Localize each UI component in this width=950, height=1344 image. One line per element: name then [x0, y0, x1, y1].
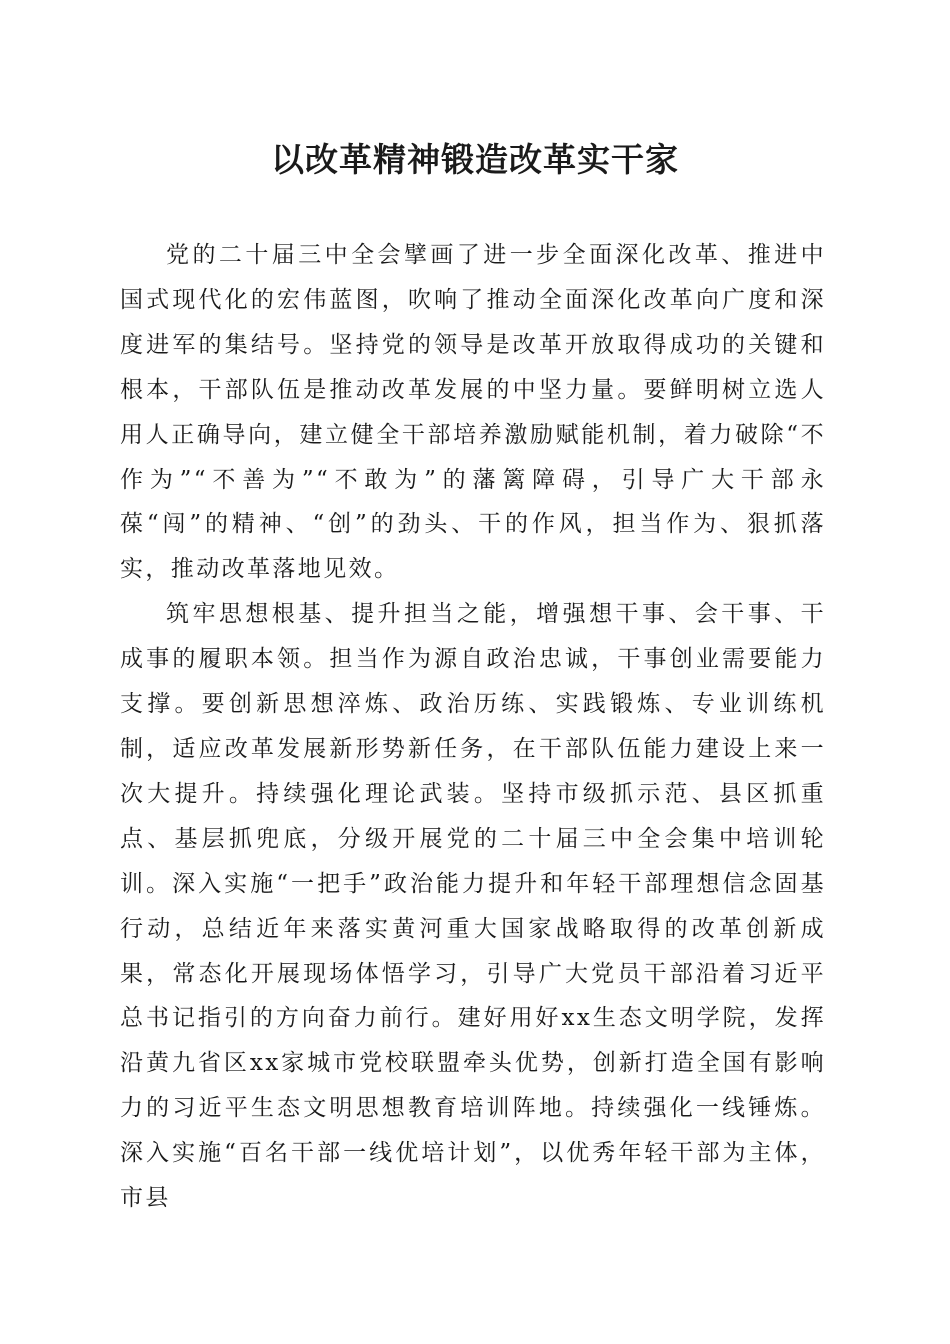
document-body	[120, 233, 826, 1221]
paragraph-1: 党的二十届三中全会擘画了进一步全面深化改革、推进中国式现代化的宏伟蓝图，吹响了推动全面深化改革向广度和深度进军的集结号。坚持党的领导是改革开放取得成功的关键和根本，干部队伍是推动改革发展的中坚力量。要鲜明树立选人用人正确导向，建立健全干部培养激励赋能机制，着力破除“不作为”“不善为”“不敢为”的藩篱障碍，引导广大干部永葆“闯”的精神、“创”的劲头、干的作风，担当作为、狠抓落实，推动改革落地见效。	[120, 242, 826, 583]
document-title: 以改革精神锻造改革实干家	[271, 140, 679, 179]
paragraph-2: 筑牢思想根基、提升担当之能，增强想干事、会干事、干成事的履职本领。担当作为源自政治忠诚，干事创业需要能力支撑。要创新思想淬炼、政治历练、实践锻炼、专业训练机制，适应改革发展新形势新任务，在干部队伍能力建设上来一次大提升。持续强化理论武装。坚持市级抓示范、县区抓重点、基层抓兜底，分级开展党的二十届三中全会集中培训轮训。深入实施“一把手”政治能力提升和年轻干部理想信念固基行动，总结近年来落实黄河重大国家战略取得的改革创新成果，常态化开展现场体悟学习，引导广大党员干部沿着习近平总书记指引的方向奋力前行。建好用好xx生态文明学院，发挥沿黄九省区xx家城市党校联盟牵头优势，创新打造全国有影响力的习近平生态文明思想教育培训阵地。持续强化一线锤炼。深入实施“百名干部一线优培计划”，以优秀年轻干部为主体，市县	[120, 601, 826, 1212]
